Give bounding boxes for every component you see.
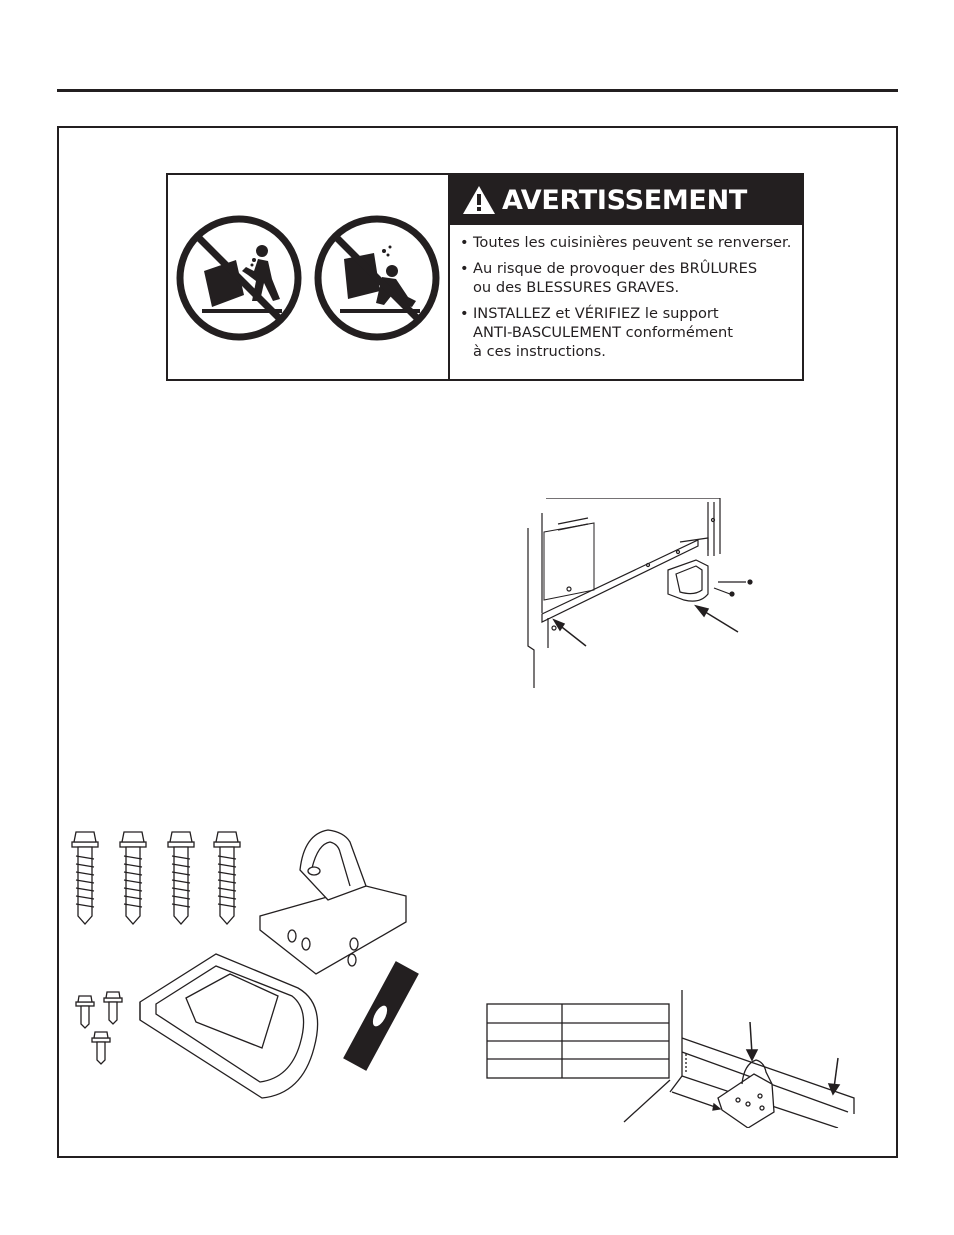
long-screw: [72, 832, 98, 924]
warning-label: [166, 173, 804, 381]
bullet-line: • Toutes les cuisinières peuvent se renverser.: [473, 234, 792, 251]
short-screw: [76, 996, 94, 1028]
no-climbing-child-icon: [312, 213, 442, 343]
warning-text-panel: [450, 175, 802, 379]
warning-bullets: [460, 233, 791, 368]
range-rear-with-bracket-figure: [518, 498, 768, 692]
warning-title: AVERTISSEMENT: [502, 184, 747, 216]
long-screw: [168, 832, 194, 924]
bullet-line: • Au risque de provoquer des BRÛLURES: [473, 260, 758, 277]
instruction-strip: [344, 962, 418, 1070]
warning-bullet: [460, 259, 791, 297]
no-tipping-person-icon: [174, 213, 304, 343]
short-screw: [92, 1032, 110, 1064]
top-rule: [57, 89, 898, 92]
bracket-floor-install-figure: [486, 988, 870, 1128]
warning-triangle-icon: [462, 184, 496, 216]
long-screw: [214, 832, 240, 924]
anti-tip-hardware-figure: [66, 826, 426, 1110]
warning-pictograms: [168, 175, 450, 379]
bullet-line: ou des BLESSURES GRAVES.: [473, 279, 680, 296]
bullet-line: • INSTALLEZ et VÉRIFIEZ le support: [473, 305, 719, 322]
leg-bracket: [140, 954, 318, 1098]
floor-bracket: [260, 830, 406, 974]
bullet-line: ANTI-BASCULEMENT conformément: [473, 324, 734, 341]
warning-bullet: [460, 304, 791, 361]
long-screw: [120, 832, 146, 924]
warning-bullet: [460, 233, 791, 252]
short-screw: [104, 992, 122, 1024]
warning-header: [450, 175, 802, 225]
bullet-line: à ces instructions.: [473, 343, 606, 360]
